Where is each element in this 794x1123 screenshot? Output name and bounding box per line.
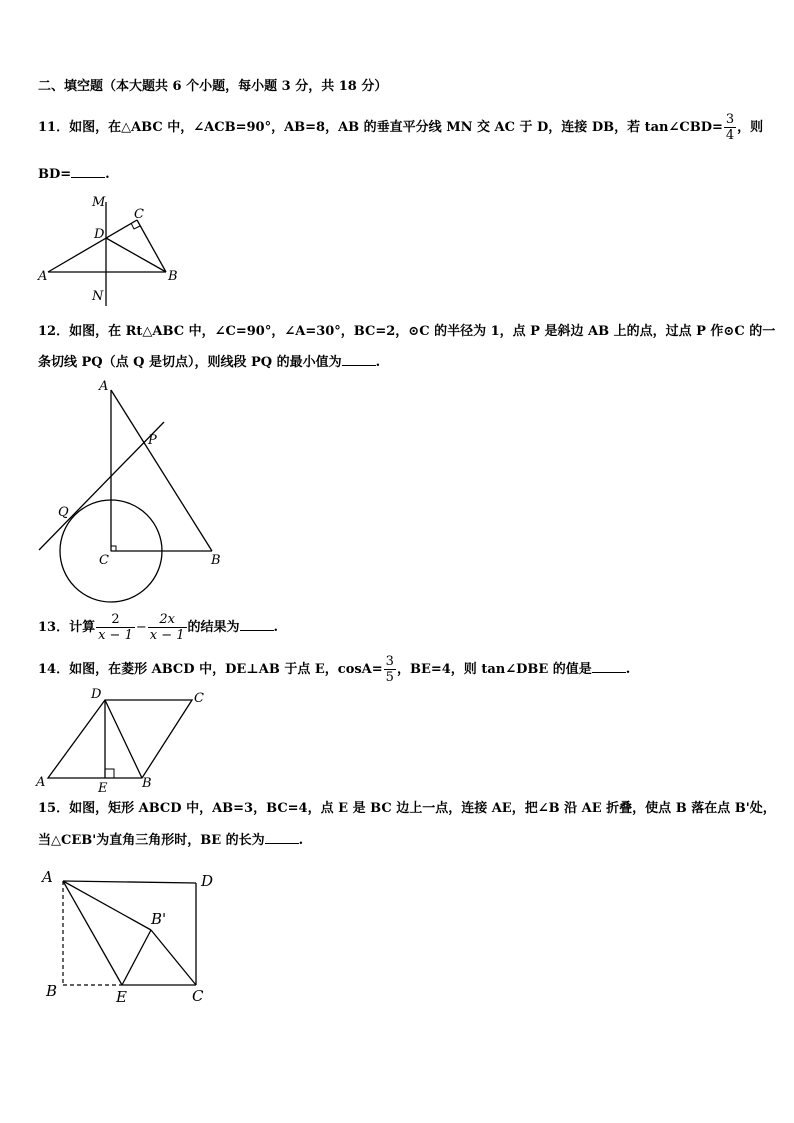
q11-fraction (724, 112, 736, 143)
q12-tangent-pq (39, 422, 164, 550)
q12-label-c: C (99, 553, 109, 568)
q15-answer-blank (265, 843, 299, 844)
q11-label-c: C (134, 207, 144, 222)
q11-label-n: N (92, 289, 104, 304)
q11-end: . (105, 167, 110, 182)
q14-label-a: A (36, 775, 46, 790)
q15-label-b: B (46, 982, 58, 1000)
q11-label-b: B (168, 269, 178, 284)
q14-frac-den: 5 (385, 670, 394, 685)
q15-label-e: E (116, 988, 127, 1006)
q14-text-a: 14．如图，在菱形 ABCD 中，DE⊥AB 于点 E，cosA= (38, 662, 383, 677)
q14-label-b: B (142, 776, 152, 791)
q13-prefix: 13．计算 (38, 620, 96, 635)
q11-label-m: M (92, 195, 106, 210)
q14-frac-num: 3 (385, 654, 394, 669)
q15-text: 当△CEB'为直角三角形时，BE 的长为 (38, 833, 265, 848)
q14-answer-blank (592, 672, 626, 673)
q14-right-angle-mark (105, 769, 114, 778)
q15-segment-ae (63, 881, 122, 985)
q15-line2 (38, 832, 303, 850)
section-title: 二、填空题（本大题共 6 个小题，每小题 3 分，共 18 分） (38, 79, 388, 94)
q11-figure (34, 192, 180, 310)
q11-line2 (38, 166, 110, 184)
q15-segment-eb1 (122, 930, 151, 985)
q13-f2-den: x − 1 (149, 628, 185, 643)
q11-label-a: A (38, 269, 48, 284)
q14-label-d: D (91, 687, 102, 702)
q11-line1 (38, 110, 763, 146)
q15-figure (34, 864, 224, 1012)
q15-line1: 15．如图，矩形 ABCD 中，AB=3，BC=4，点 E 是 BC 边上一点，连接 AE，把∠B 沿 AE 折叠，使点 B 落在点 B'处， (38, 801, 776, 816)
q13-line (38, 608, 278, 648)
q11-frac-den: 4 (725, 128, 735, 143)
q15-segment-ad (63, 881, 196, 883)
q15-label-c: C (192, 987, 204, 1005)
q11-frac-num: 3 (725, 112, 735, 127)
q13-minus: − (135, 620, 147, 635)
q14-fraction (384, 654, 396, 685)
q13-end: . (273, 620, 279, 635)
q12-figure (34, 378, 224, 604)
q11-answer-blank (71, 177, 105, 178)
q12-line1: 12．如图，在 Rt△ABC 中，∠C=90°，∠A=30°，BC=2，⊙C 的半径为 1，点 P 是斜边 AB 上的点，过点 P 作⊙C 的一 (38, 324, 776, 339)
q12-label-q: Q (58, 505, 69, 520)
q11-text-a: 11．如图，在△ABC 中，∠ACB=90°，AB=8，AB 的垂直平分线 MN 交 AC 于 D，连接 DB，若 tan∠CBD= (38, 120, 723, 135)
q12-text: 条切线 PQ（点 Q 是切点），则线段 PQ 的最小值为 (38, 355, 342, 370)
q13-suffix: 的结果为 (187, 620, 240, 635)
q13-fraction-1 (96, 612, 135, 643)
q15-label-a: A (42, 868, 53, 886)
q13-answer-blank (240, 630, 274, 631)
q11-text-b: ，则 (737, 120, 764, 135)
q13-f1-den: x − 1 (98, 628, 133, 643)
q12-segment-ab (111, 390, 212, 551)
q14-segment-db (105, 700, 142, 778)
q13-fraction-2 (148, 612, 187, 643)
q11-bd-label: BD= (38, 167, 72, 182)
q12-label-a: A (99, 379, 109, 394)
q12-end: . (375, 355, 381, 370)
q15-segment-b1c (151, 930, 196, 985)
q14-text-b: ，BE=4，则 tan∠DBE 的值是 (396, 662, 592, 677)
q15-label-d: D (201, 872, 214, 890)
q14-label-c: C (194, 691, 204, 706)
q14-end: . (625, 662, 631, 677)
q15-label-b1: B' (151, 910, 167, 928)
q12-label-b: B (211, 553, 221, 568)
q14-label-e: E (98, 781, 108, 796)
q11-segment-ac (48, 220, 137, 272)
q12-line2 (38, 354, 380, 372)
q13-f1-num: 2 (96, 612, 135, 628)
q12-right-angle-mark (111, 546, 116, 551)
q12-answer-blank (342, 365, 376, 366)
q11-label-d: D (94, 227, 105, 242)
q14-figure (34, 684, 210, 796)
q15-end: . (298, 833, 304, 848)
q13-f2-num: 2x (148, 612, 187, 628)
q12-label-p: P (148, 433, 157, 448)
q14-rhombus-abcd (48, 700, 192, 778)
